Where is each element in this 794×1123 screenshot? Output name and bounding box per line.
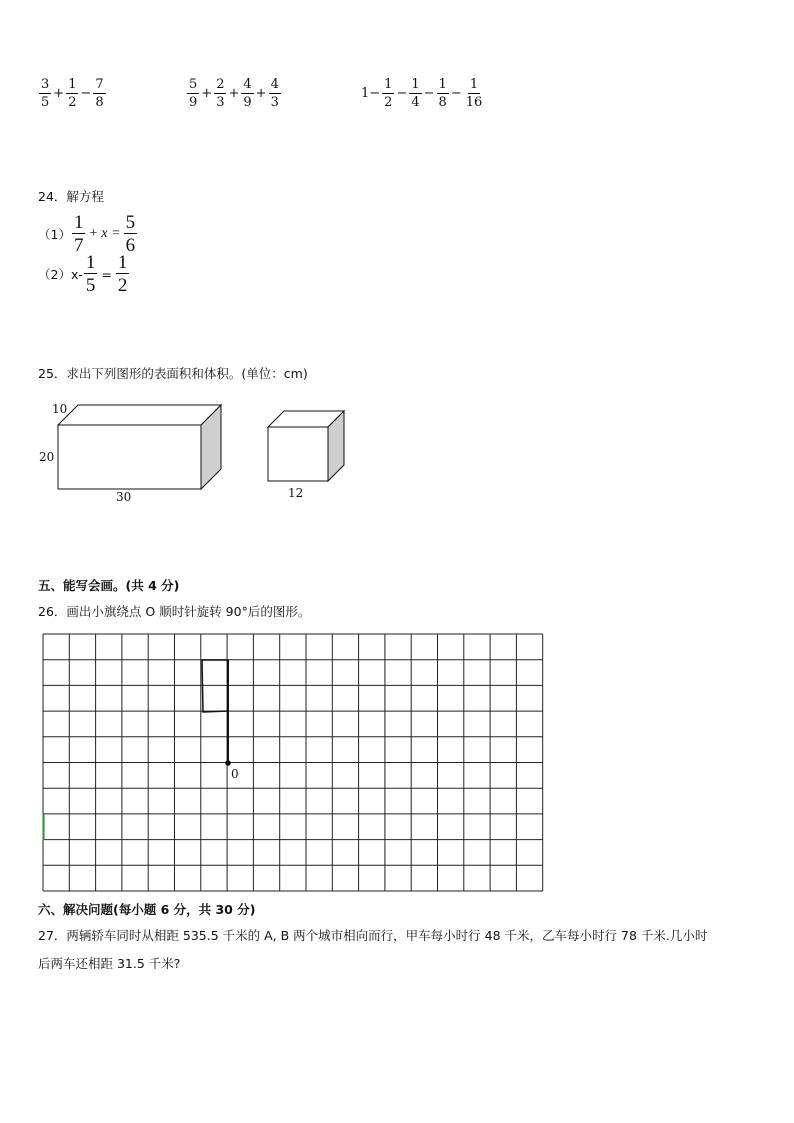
cuboid-figure [58,405,221,489]
fraction: $\frac{7}{8}$ [95,77,104,110]
q27-line-1: 27．两辆轿车同时从相距 535.5 千米的 A, B 两个城市相向而行，甲车每小时行 48 千米，乙车每小时行 78 千米.几小时 [38,928,708,943]
point-o [225,760,231,766]
expression-1 [38,78,107,109]
fraction: $\frac{3}{5}$ [41,77,50,110]
operator: − [423,86,435,101]
fraction: $\frac{1}{4}$ [411,77,420,110]
fraction: $\frac{1}{2}$ [117,252,128,296]
fraction: $\frac{5}{6}$ [125,212,136,256]
operator: + [255,86,267,101]
q27-line-2: 后两车还相距 31.5 千米? [38,956,181,971]
q24-equation-1: （1） $\frac{1}{7}$ + x = $\frac{5}{6}$ [38,212,136,256]
operator: + [201,86,213,101]
expression-3 [360,78,485,109]
operator: + [53,86,65,101]
fraction: $\frac{5}{9}$ [189,77,198,110]
cuboid-depth-label: 10 [52,402,68,416]
q25-title: 25．求出下列图形的表面积和体积。(单位：cm) [38,366,308,381]
operator: 1− [361,86,381,101]
fraction: $\frac{1}{2}$ [384,77,393,110]
expression-2 [186,78,282,109]
rotation-grid[interactable] [40,632,546,894]
operator: − [450,86,462,101]
q24-equation-2: （2）x- $\frac{1}{5}$ = $\frac{1}{2}$ [38,252,128,296]
q27-text [38,922,768,978]
operator: − [396,86,408,101]
cube-edge-label: 12 [288,486,304,500]
flag-figure [202,660,231,766]
fraction: $\frac{4}{3}$ [270,77,279,110]
cuboid-length-label: 30 [116,490,132,504]
fraction: $\frac{1}{2}$ [68,77,77,110]
fraction: $\frac{1}{8}$ [438,77,447,110]
q26-title: 26．画出小旗绕点 O 顺时针旋转 90°后的图形。 [38,604,311,619]
fraction: $\frac{1}{16}$ [465,77,483,110]
section-5-title: 五、能写会画。(共 4 分) [38,578,180,593]
operator: + [228,86,240,101]
fraction: $\frac{1}{7}$ [73,212,84,256]
fraction: $\frac{2}{3}$ [216,77,225,110]
fraction: $\frac{4}{9}$ [243,77,252,110]
q24-title: 24．解方程 [38,189,104,204]
point-o-label: 0 [231,767,239,781]
operator: − [80,86,92,101]
fraction: $\frac{1}{5}$ [85,252,96,296]
solid-figures [30,395,370,515]
cube-figure [268,411,344,481]
cuboid-height-label: 20 [39,450,55,464]
section-6-title: 六、解决问题(每小题 6 分，共 30 分) [38,902,256,917]
